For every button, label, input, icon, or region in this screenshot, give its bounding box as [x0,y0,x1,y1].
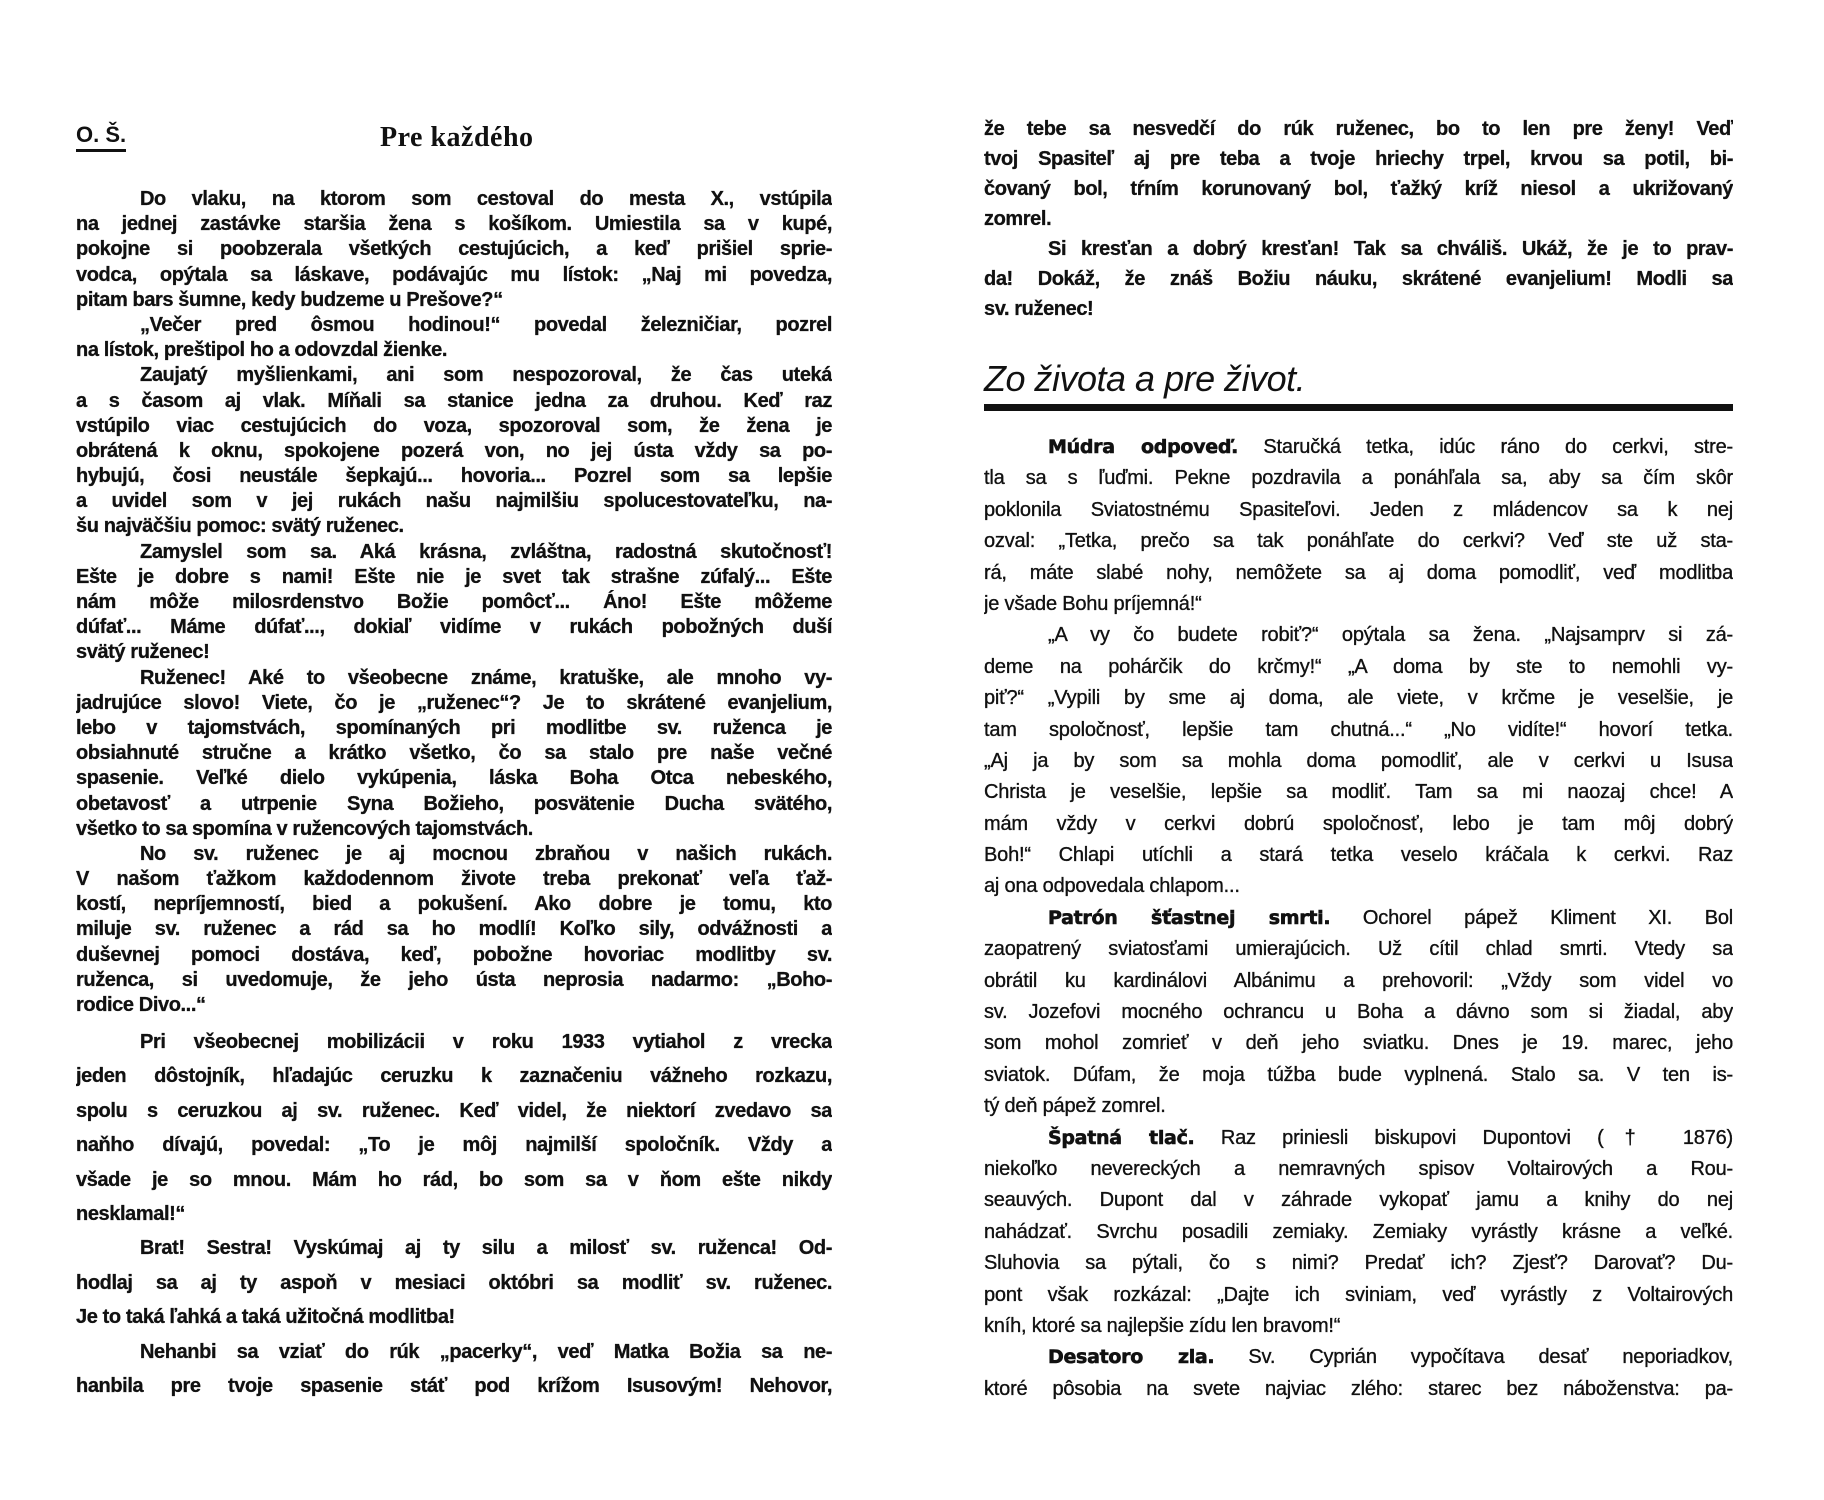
text-line [984,777,1733,808]
text-line [76,1025,832,1059]
article-continuation [984,114,1733,324]
line-text: tvoj Spasiteľ aj pre teba a tvoje hriechy trpel, krvou sa potil, bi- [984,148,1733,170]
line-text: aj ona odpovedala chlapom... [984,875,1240,898]
line-text: Je to taká ľahká a taká užitočná modlitba! [76,1306,455,1329]
line-text: Brat! Sestra! Vyskúmaj aj ty silu a milosť sv. ruženca! Od- [140,1237,832,1260]
text-line [984,558,1733,589]
text-line [76,414,832,439]
line-text: piť?“ „Vypili by sme aj doma, ale viete, v krčme je veselšie, je [984,687,1733,710]
text-line [76,1094,832,1128]
text-line [76,691,832,716]
line-text: deme na pohárčik do krčmy!“ „A doma by ste to nemohli vy- [984,655,1733,678]
line-text: obrátil ku kardinálovi Albánimu a prehovoril: „Vždy som videl vo [984,969,1733,992]
text-line [984,174,1733,204]
text-line [76,514,832,539]
text-line [76,792,832,817]
line-text: Christa je veselšie, lepšie sa modliť. Tam sa mi naozaj chce! A [984,781,1733,804]
text-line [984,809,1733,840]
text-line [984,966,1733,997]
text-line [76,842,832,867]
text-line [984,589,1733,620]
text-line [76,968,832,993]
line-text: ruženca, si uvedomuje, že jeho ústa neprosia nadarmo: „Boho- [76,968,832,991]
line-text: že tebe sa nesvedčí do rúk ruženec, bo to len pre ženy! Veď [984,118,1733,140]
line-text: obrátená k oknu, spokojene pozerá von, no jej ústa vždy sa po- [76,439,832,462]
line-text: som mohol zomrieť v deň jeho sviatku. Dnes je 19. marec, jeho [984,1032,1733,1055]
text-line [984,1060,1733,1091]
line-text: naňho dívajú, povedal: „To je môj najmilší spoločník. Vždy a [76,1134,832,1157]
text-line [984,1280,1733,1311]
paragraph-lead-title: Patrón šťastnej smrti. [1048,906,1331,929]
text-line [76,1059,832,1093]
text-line [76,439,832,464]
line-text: pitam bars šumne, kedy budzeme u Prešove?“ [76,288,503,311]
line-text: tla sa s ľuďmi. Pekne pozdravila a ponáhľala sa, aby sa čím skôr [984,467,1733,490]
text-line [984,1154,1733,1185]
text-line [76,363,832,388]
line-text: jadrujúce slovo! Viete, čo je „ruženec“? Je to skrátené evanjelium, [76,691,832,714]
line-text: ozval: „Tetka, prečo sa tak ponáhľate do cerkvi? Veď ste už sta- [984,530,1733,553]
line-text: Boh!“ Chlapi utíchli a stará tetka veselo kráčala k cerkvi. Raz [984,844,1733,867]
line-text: „Aj ja by som sa mohla doma pomodliť, ale v cerkvi u Isusa [984,749,1733,772]
line-text: hodlaj sa aj ty aspoň v mesiaci októbri sa modliť sv. ruženec. [76,1271,832,1294]
paragraph-lead-title: Špatná tlač. [1048,1126,1195,1149]
line-text: spasenie. Veľké dielo vykúpenia, láska Boha Otca nebeského, [76,767,832,790]
text-line [76,389,832,414]
line-text: všade je so mnou. Mám ho rád, bo som sa v ňom ešte nikdy [76,1168,832,1191]
line-text: Zamyslel som sa. Aká krásna, zvláštna, radostná skutočnosť! [140,540,832,563]
text-line [76,741,832,766]
text-line [984,746,1733,777]
text-line [984,114,1733,144]
line-text: zaopatrený sviatosťami umierajúcich. Už cítil chlad smrti. Vtedy sa [984,938,1733,961]
text-line [984,620,1733,651]
line-text: všetko to sa spomína v ružencových tajomstvách. [76,817,533,840]
text-line [984,234,1733,264]
line-text: mám vždy v cerkvi dobrú spoločnosť, lebo je tam môj dobrý [984,812,1733,835]
text-line [984,997,1733,1028]
anecdotes-body [984,432,1733,1405]
text-line [76,1335,832,1369]
line-text: nám môže milosrdenstvo Božie pomôcť... Áno! Ešte môžeme [76,591,832,613]
text-line [76,263,832,288]
text-line [76,867,832,892]
text-line [76,288,832,313]
text-line [76,1300,832,1334]
text-line [984,683,1733,714]
paragraph-lead-title: Múdra odpoveď. [1048,436,1239,458]
text-line [984,652,1733,683]
line-text: spolu s ceruzkou aj sv. ruženec. Keď videl, že niektorí zvedavo sa [76,1099,832,1122]
line-text: miluje sv. ruženec a rád sa ho modlí! Koľko sily, odvážnosti a [76,918,832,941]
line-text: hanbila pre tvoje spasenie stáť pod krížom Isusovým! Nehovor, [76,1374,832,1397]
article-body-top [76,187,832,1018]
text-line [984,432,1733,463]
line-text: Nehanbi sa vziať do rúk „pacerky“, veď Matka Božia sa ne- [140,1340,832,1363]
line-text: da! Dokáž, že znáš Božiu náuku, skrátené evanjelium! Modli sa [984,268,1733,290]
page-title: Pre každého [380,122,534,153]
line-text: Pri všeobecnej mobilizácii v roku 1933 vytiahol z vrecka [140,1031,832,1053]
text-line [984,1217,1733,1248]
line-text: obetavosť a utrpenie Syna Božieho, posvätenie Ducha svätého, [76,792,832,815]
text-line [984,526,1733,557]
line-text: ktoré pôsobia na svete najviac zlého: starec bez náboženstva: pa- [984,1377,1733,1400]
text-line [984,1028,1733,1059]
text-line [76,615,832,640]
text-line [76,565,832,590]
text-line [984,1374,1733,1405]
text-line [984,1123,1733,1154]
text-line [76,313,832,338]
line-text: a s časom aj vlak. Míňali sa stanice jedna za druhou. Keď raz [76,389,832,412]
text-line [984,903,1733,934]
text-line [76,1128,832,1162]
line-text: pokojne si poobzerala všetkých cestujúcich, a keď prišiel sprie- [76,238,832,261]
line-text: Sv. Cyprián vypočítava desať neporiadkov, [1248,1346,1733,1369]
section-heading: Zo života a pre život. [984,358,1306,399]
heading-rule [984,404,1733,411]
text-line [76,540,832,565]
line-text: duševnej pomoci dostáva, keď, pobožne hovoriac modlitby sv. [76,943,832,966]
text-line [76,464,832,489]
text-line [984,1248,1733,1279]
line-text: sv. ruženec! [984,298,1094,320]
line-text: hybujú, čosi neustále šepkajú... hovoria... Pozrel som sa lepšie [76,465,832,488]
text-line [76,590,832,615]
line-text: seauvých. Dupont dal v záhrade vykopať jamu a knihy do nej [984,1189,1733,1212]
line-text: rodice Divo...“ [76,994,206,1016]
line-text: svätý ruženec! [76,641,210,664]
text-line [76,212,832,237]
text-line [984,934,1733,965]
page-marker: O. Š. [76,122,126,152]
line-text: šu najväčšiu pomoc: svätý ruženec. [76,515,404,538]
line-text: Ruženec! Aké to všeobecne známe, kratuške, ale mnoho vy- [140,666,832,689]
text-line [984,1342,1733,1373]
text-line [76,489,832,514]
text-line [984,871,1733,902]
text-line [984,463,1733,494]
line-text: V našom ťažkom každodennom živote treba prekonať veľa ťaž- [76,868,832,891]
text-line [984,1091,1733,1122]
text-line [76,817,832,842]
line-text: vstúpilo viac cestujúcich do voza, spozoroval som, že žena je [76,414,832,437]
text-line [76,237,832,262]
line-text: sviatok. Dúfam, že moja túžba bude vyplnená. Stalo sa. V ten is- [984,1063,1733,1086]
text-line [984,294,1733,324]
line-text: Raz priniesli biskupovi Dupontovi († 1876) [1220,1126,1733,1149]
text-line [984,1185,1733,1216]
text-line [76,640,832,665]
text-line [984,840,1733,871]
text-line [76,1266,832,1300]
text-line [76,1163,832,1197]
paragraph-lead-title: Desatoro zla. [1048,1346,1215,1369]
text-line [76,892,832,917]
text-line [76,666,832,691]
line-text: Ochorel pápež Kliment XI. Bol [1362,906,1733,929]
text-line [76,993,832,1018]
line-text: nahádzať. Svrchu posadili zemiaky. Zemiaky vyrástly krásne a veľké. [984,1220,1733,1243]
text-line [76,716,832,741]
line-text: „A vy čo budete robiť?“ opýtala sa žena. „Najsamprv si zá- [1048,624,1733,647]
text-line [984,1311,1733,1342]
line-text: Si kresťan a dobrý kresťan! Tak sa chváliš. Ukáž, že je to prav- [1048,238,1733,260]
line-text: tam spoločnosť, lepšie tam chutná...“ „No vidíte!“ hovorí tetka. [984,718,1733,741]
text-line [76,766,832,791]
line-text: na lístok, preštipol ho a odovzdal žienke. [76,339,448,362]
article-body-bottom [76,1025,832,1403]
line-text: Staručká tetka, idúc ráno do cerkvi, stre- [1263,436,1733,458]
line-text: Zaujatý myšlienkami, ani som nespozoroval, že čas uteká [140,364,832,387]
line-text: „Večer pred ôsmou hodinou!“ povedal železničiar, pozrel [140,313,832,336]
line-text: Sluhovia sa pýtali, čo s nimi? Predať ich? Zjesť? Darovať? Du- [984,1252,1733,1275]
line-text: kostí, nepríjemností, bied a pokušení. Ako dobre je tomu, kto [76,893,832,916]
text-line [76,917,832,942]
line-text: na jednej zastávke staršia žena s košíkom. Umiestila sa v kupé, [76,213,832,236]
line-text: čovaný bol, tŕním korunovaný bol, ťažký kríž niesol a ukrižovaný [984,178,1733,200]
text-line [984,495,1733,526]
line-text: je všade Bohu príjemná!“ [984,592,1202,615]
line-text: obsiahnuté stručne a krátko všetko, čo sa stalo pre naše večné [76,742,832,765]
text-line [76,1231,832,1265]
line-text: jeden dôstojník, hľadajúc ceruzku k zaznačeniu vážneho rozkazu, [76,1065,832,1088]
line-text: rá, máte slabé nohy, nemôžete sa aj doma pomodliť, veď modlitba [984,561,1733,584]
line-text: sv. Jozefovi mocného ochrancu u Boha a dávno som si žiadal, aby [984,1001,1733,1024]
line-text: No sv. ruženec je aj mocnou zbraňou v našich rukách. [140,842,832,865]
line-text: vodca, opýtala sa láskave, podávajúc mu lístok: „Naj mi povedza, [76,263,832,286]
line-text: zomrel. [984,208,1052,230]
line-text: poklonila Sviatostnému Spasiteľovi. Jeden z mládencov sa k nej [984,498,1733,521]
text-line [76,943,832,968]
text-line [984,715,1733,746]
line-text: tý deň pápež zomrel. [984,1095,1166,1118]
text-line [76,187,832,212]
text-line [984,204,1733,234]
line-text: nesklamal!“ [76,1202,185,1225]
text-line [76,338,832,363]
line-text: pont však rozkázal: „Dajte ich sviniam, veď vyrástly z Voltairových [984,1283,1733,1306]
line-text: Ešte je dobre s nami! Ešte nie je svet tak strašne zúfalý... Ešte [76,565,832,588]
line-text: dúfať... Máme dúfať..., dokiaľ vidíme v rukách pobožných duší [76,616,832,639]
text-line [76,1197,832,1231]
line-text: kníh, ktoré sa najlepšie zídu len bravom!“ [984,1314,1341,1337]
text-line [984,264,1733,294]
line-text: Do vlaku, na ktorom som cestoval do mesta X., vstúpila [140,188,832,210]
line-text: a uvidel som v jej rukách našu najmilšiu spolucestovateľku, na- [76,490,832,513]
line-text: lebo v tajomstvách, spomínaných pri modlitbe sv. ruženca je [76,716,832,739]
text-line [984,144,1733,174]
text-line [76,1369,832,1403]
line-text: niekoľko nevereckých a nemravných spisov Voltairových a Rou- [984,1157,1733,1180]
